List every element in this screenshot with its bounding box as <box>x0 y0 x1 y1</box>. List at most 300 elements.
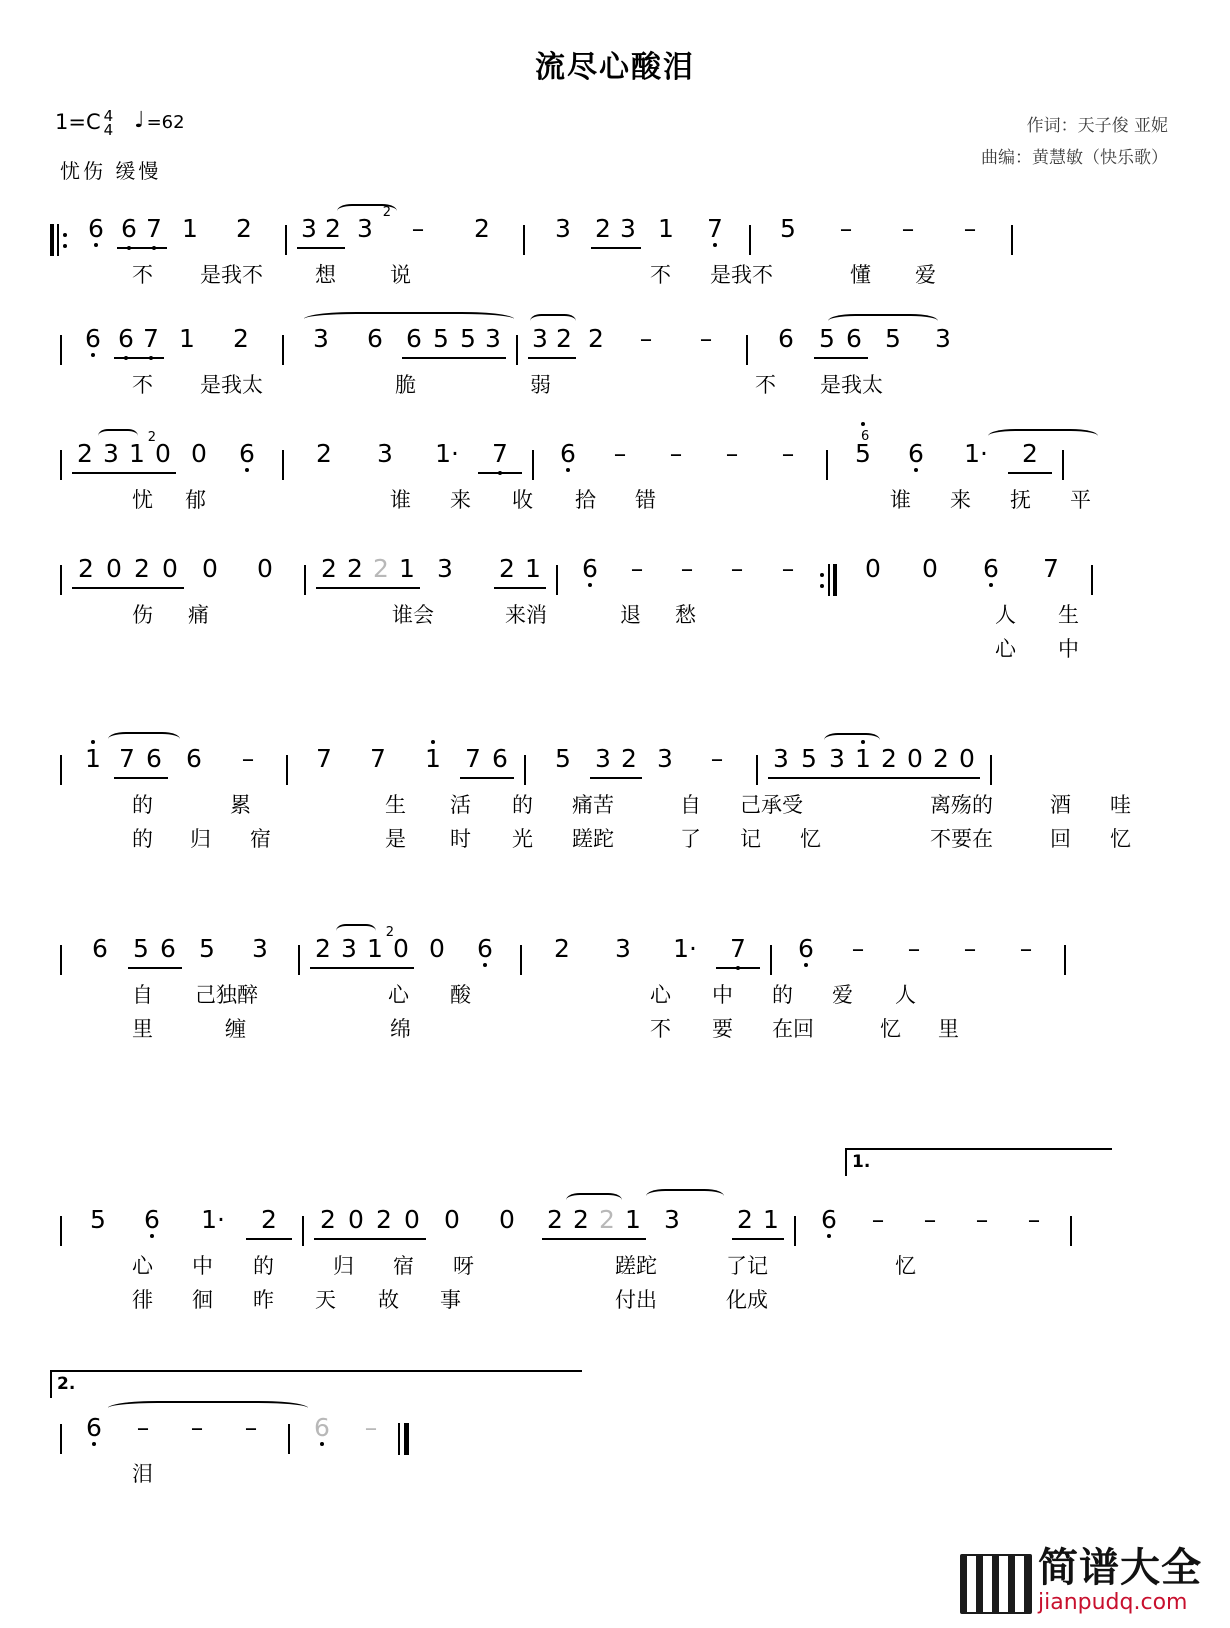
note: 6 <box>806 1205 852 1235</box>
barline <box>60 450 62 480</box>
note: 7 <box>316 744 332 773</box>
lyric-syllable: 记 <box>740 827 761 851</box>
note: 2 <box>316 439 332 468</box>
system-5-lyrics-line-2 <box>50 823 1180 857</box>
system-2-notes <box>50 325 1180 369</box>
lyric-syllable: 活 <box>450 793 471 817</box>
note: 3 <box>252 934 268 963</box>
lyric-syllable: 呀 <box>453 1254 474 1278</box>
note: 3 <box>657 744 673 773</box>
lyric-syllable: 是我不 <box>710 263 773 287</box>
lyric-syllable: 痛 <box>188 603 209 627</box>
volta-number: 2. <box>57 1374 76 1394</box>
note: 2 <box>72 439 98 474</box>
note: 1· <box>435 439 459 468</box>
system-8-lyrics-line-1 <box>50 1458 1180 1492</box>
barline <box>60 755 62 785</box>
system-1 <box>50 215 1180 293</box>
note: – <box>725 439 739 468</box>
lyric-syllable: 昨 <box>253 1288 274 1312</box>
lyric-syllable: 天 <box>315 1288 336 1312</box>
note: 2 <box>72 554 100 589</box>
barline <box>304 565 306 595</box>
system-1-lyrics-line-1 <box>50 259 1180 293</box>
lyric-syllable: 要 <box>712 1017 733 1041</box>
note: 0 <box>100 554 128 589</box>
system-4 <box>50 555 1180 667</box>
note: 1 <box>520 554 546 589</box>
tempo-value: =62 <box>146 111 185 133</box>
site-logo[interactable] <box>960 1545 1202 1615</box>
barline <box>1070 1216 1072 1246</box>
note: 3 <box>528 324 552 359</box>
note: 3 <box>664 1205 680 1234</box>
lyric-syllable: 故 <box>378 1288 399 1312</box>
note: 1· <box>964 439 988 468</box>
note: 6 <box>486 744 514 779</box>
note: – <box>923 1205 937 1234</box>
system-5-lyrics-line-1 <box>50 789 1180 823</box>
note: 3 <box>480 324 506 359</box>
system-7-lyrics-line-1 <box>50 1250 1180 1284</box>
logo-text <box>1038 1545 1202 1615</box>
lyric-syllable: 人 <box>895 983 916 1007</box>
note: 6 <box>117 214 141 249</box>
lyric-syllable: 了 <box>680 827 701 851</box>
time-signature <box>104 109 114 138</box>
note: 5 <box>814 324 840 359</box>
barline <box>770 945 772 975</box>
barline <box>749 225 751 255</box>
note: 3 <box>615 934 631 963</box>
system-4-notes <box>50 555 1180 599</box>
barline <box>302 1216 304 1246</box>
lyric-syllable: 谁 <box>390 488 411 512</box>
system-6-notes <box>50 935 1180 979</box>
barline <box>282 335 284 365</box>
note: 7 <box>716 934 760 969</box>
lyric-syllable: 人 <box>995 603 1016 627</box>
lyric-syllable: 酸 <box>450 983 471 1007</box>
lyric-syllable: 伤 <box>132 603 153 627</box>
note: – <box>630 554 644 583</box>
note: 2 <box>321 214 345 249</box>
note: 6 <box>460 934 510 964</box>
lyric-syllable: 痛苦 <box>572 793 614 817</box>
note: 0 <box>202 554 218 583</box>
lyric-syllable: 心 <box>388 983 409 1007</box>
note: 0 <box>954 744 980 779</box>
note: 2 <box>368 554 394 589</box>
lyric-syllable: 自 <box>680 793 701 817</box>
key-label: 1=C <box>55 110 101 135</box>
note: 6 <box>72 1413 116 1443</box>
note: 5 <box>426 324 456 359</box>
note: 2 <box>370 1205 398 1240</box>
note: 5 6 <box>838 439 888 469</box>
note: – <box>244 1413 258 1442</box>
barline <box>746 335 748 365</box>
note: 7 <box>114 744 140 779</box>
note: 0 <box>257 554 273 583</box>
lyric-syllable: 忆 <box>1110 827 1131 851</box>
note: 3 <box>98 439 124 474</box>
note: 6 <box>367 324 383 353</box>
system-2-lyrics-line-1 <box>50 369 1180 403</box>
final-barline <box>398 1423 409 1455</box>
lyric-syllable: 的 <box>132 793 153 817</box>
note: 2 <box>594 1205 620 1240</box>
lyric-syllable: 徘 <box>132 1288 153 1312</box>
system-2 <box>50 325 1180 403</box>
lyric-syllable: 懂 <box>850 263 871 287</box>
note: – <box>1019 934 1033 963</box>
page-title: 流尽心酸泪 <box>535 50 695 85</box>
lyric-syllable: 忆 <box>800 827 821 851</box>
lyric-syllable: 蹉跎 <box>572 827 614 851</box>
note: 2 <box>310 934 336 969</box>
tie <box>646 1189 724 1203</box>
note: 2 <box>246 1205 292 1240</box>
key-and-tempo <box>55 107 185 140</box>
note: 6 <box>778 324 794 353</box>
barline <box>756 755 758 785</box>
note: 2 <box>588 324 604 353</box>
lyric-syllable: 归 <box>333 1254 354 1278</box>
note: 1 <box>394 554 420 589</box>
volta-bracket-1 <box>845 1148 1112 1176</box>
note: 6 <box>154 934 182 969</box>
barline <box>556 565 558 595</box>
note: – <box>411 214 425 243</box>
note: 2 <box>342 554 368 589</box>
system-6-lyrics-line-1 <box>50 979 1180 1013</box>
note: 3 <box>297 214 321 249</box>
note: – <box>839 214 853 243</box>
barline <box>520 945 522 975</box>
lyric-syllable: 拾 <box>575 488 596 512</box>
lyric-syllable: 归 <box>190 827 211 851</box>
lyric-syllable: 不 <box>132 263 153 287</box>
note: 0 <box>398 1205 426 1240</box>
note: – <box>190 1413 204 1442</box>
note: 1 <box>758 1205 784 1240</box>
note: 6 <box>961 554 1021 584</box>
system-7-notes <box>50 1206 1180 1250</box>
barline <box>524 755 526 785</box>
note: 6 <box>888 439 944 469</box>
lyric-syllable: 爱 <box>915 263 936 287</box>
lyric-syllable: 绵 <box>390 1017 411 1041</box>
system-8-notes <box>50 1414 1180 1458</box>
note: 2 <box>616 744 642 779</box>
barline <box>1062 450 1064 480</box>
note: 2 <box>316 554 342 589</box>
note: – <box>851 934 865 963</box>
lyric-syllable: 徊 <box>192 1288 213 1312</box>
lyric-syllable: 是我太 <box>200 373 263 397</box>
lyric-syllable: 弱 <box>530 373 551 397</box>
note: – <box>901 214 915 243</box>
lyric-syllable: 想 <box>315 263 336 287</box>
lyric-syllable: 的 <box>772 983 793 1007</box>
lyric-syllable: 来 <box>450 488 471 512</box>
note: 3 <box>935 324 951 353</box>
barline <box>60 1216 62 1246</box>
note: 6 <box>124 1205 180 1235</box>
lyric-syllable: 的 <box>132 827 153 851</box>
lyric-syllable: 愁 <box>675 603 696 627</box>
system-7-lyrics-line-2 <box>50 1284 1180 1318</box>
lyric-syllable: 蹉跎 <box>615 1254 657 1278</box>
note: – <box>639 324 653 353</box>
note: 2 <box>494 554 520 589</box>
note: 2 <box>554 934 570 963</box>
note: – <box>1027 1205 1041 1234</box>
note: 2 <box>591 214 615 249</box>
lyric-syllable: 平 <box>1070 488 1091 512</box>
note: – <box>680 554 694 583</box>
lyric-syllable: 酒 <box>1050 793 1071 817</box>
note: 2 <box>233 324 249 353</box>
lyric-syllable: 爱 <box>832 983 853 1007</box>
note: 0 <box>902 744 928 779</box>
lyric-syllable: 哇 <box>1110 793 1131 817</box>
lyric-syllable: 生 <box>385 793 406 817</box>
lyric-syllable: 心 <box>650 983 671 1007</box>
lyric-syllable: 脆 <box>395 373 416 397</box>
barline <box>532 450 534 480</box>
note: 6 <box>92 934 108 963</box>
note: 0 <box>499 1205 515 1234</box>
barline <box>282 450 284 480</box>
system-4-lyrics-line-1 <box>50 599 1180 633</box>
note: – <box>364 1413 378 1442</box>
system-6-lyrics-line-2 <box>50 1013 1180 1047</box>
lyric-syllable: 中 <box>192 1254 213 1278</box>
barline <box>286 755 288 785</box>
system-5 <box>50 745 1180 857</box>
note: 3 <box>615 214 641 249</box>
lyric-syllable: 离殇的 <box>930 793 993 817</box>
barline <box>1064 945 1066 975</box>
lyric-syllable: 中 <box>1058 637 1079 661</box>
barline <box>298 945 300 975</box>
lyric-syllable: 忆 <box>895 1254 916 1278</box>
note: 7 <box>460 744 486 779</box>
note: – <box>871 1205 885 1234</box>
note: 1· <box>201 1205 225 1234</box>
note: – <box>975 1205 989 1234</box>
note: 5 <box>199 934 215 963</box>
mood-marking: 忧伤 缓慢 <box>60 159 162 183</box>
note: 2 <box>732 1205 758 1240</box>
note: 2 <box>876 744 902 779</box>
lyric-syllable: 不要在 <box>930 827 993 851</box>
note: 1 2 <box>362 934 388 969</box>
lyric-syllable: 忆 <box>880 1017 901 1041</box>
barline <box>826 450 828 480</box>
note: 1 <box>72 744 114 774</box>
barline <box>1011 225 1013 255</box>
lyric-syllable: 累 <box>230 793 251 817</box>
note: 0 <box>388 934 414 969</box>
lyric-syllable: 中 <box>712 983 733 1007</box>
note: 1· <box>673 934 697 963</box>
note: 3 <box>555 214 571 243</box>
lyric-syllable: 抚 <box>1010 488 1031 512</box>
lyric-syllable: 里 <box>938 1017 959 1041</box>
lyric-syllable: 光 <box>512 827 533 851</box>
barline <box>285 225 287 255</box>
note: 3 2 <box>345 214 385 244</box>
note: 1 <box>406 744 460 774</box>
note: 3 <box>377 439 393 468</box>
piano-keys-icon <box>960 1554 1032 1614</box>
note: – <box>136 1413 150 1442</box>
barline <box>1091 565 1093 595</box>
system-4-lyrics-line-2 <box>50 633 1180 667</box>
note: 1 <box>658 214 674 243</box>
note: 5 <box>90 1205 106 1234</box>
note: 2 <box>552 324 576 359</box>
note: 5 <box>456 324 480 359</box>
note: – <box>241 744 255 773</box>
lyric-syllable: 生 <box>1058 603 1079 627</box>
note: 0 <box>191 439 207 468</box>
note: 2 <box>474 214 490 243</box>
note: – <box>963 214 977 243</box>
barline <box>60 565 62 595</box>
lyric-syllable: 在回 <box>772 1017 814 1041</box>
repeat-end-sign <box>820 564 837 596</box>
lyricist-credit: 作词：天子俊 亚妮 <box>1026 116 1168 136</box>
barline <box>523 225 525 255</box>
note: 0 <box>865 554 881 583</box>
note: 2 <box>542 1205 568 1240</box>
time-signature-numerator: 4 <box>103 107 114 125</box>
system-8 <box>50 1370 1180 1492</box>
barline <box>990 755 992 785</box>
note: 6 <box>402 324 426 359</box>
note: – <box>710 744 724 773</box>
lyric-syllable: 心 <box>132 1254 153 1278</box>
lyric-syllable: 谁会 <box>392 603 434 627</box>
note: 0 <box>444 1205 460 1234</box>
lyric-syllable: 退 <box>620 603 641 627</box>
note: 6 <box>186 744 202 773</box>
lyric-syllable: 不 <box>650 1017 671 1041</box>
lyric-syllable: 不 <box>650 263 671 287</box>
lyric-syllable: 郁 <box>185 488 206 512</box>
note: 3 <box>336 934 362 969</box>
system-1-notes <box>50 215 1180 259</box>
lyric-syllable: 忧 <box>132 488 153 512</box>
note: 3 <box>313 324 329 353</box>
tempo-marking <box>134 108 185 134</box>
quarter-note-icon: ♩ <box>134 108 145 134</box>
note: – <box>963 934 977 963</box>
note: – <box>699 324 713 353</box>
note: 7 <box>370 744 386 773</box>
note: – <box>669 439 683 468</box>
note: 6 <box>840 324 868 359</box>
note: 6 <box>75 214 117 244</box>
barline <box>60 1424 62 1454</box>
barline <box>288 1424 290 1454</box>
logo-url: jianpudq.com <box>1038 1590 1188 1615</box>
lyric-syllable: 泪 <box>132 1462 153 1486</box>
repeat-start-sign <box>50 224 67 256</box>
note: 3 <box>824 744 850 779</box>
lyric-syllable: 化成 <box>726 1288 768 1312</box>
lyric-syllable: 是我不 <box>200 263 263 287</box>
system-3-notes <box>50 440 1180 484</box>
note: – <box>730 554 744 583</box>
note: 1 <box>620 1205 646 1240</box>
note: 2 <box>128 554 156 589</box>
barline <box>60 945 62 975</box>
lyric-syllable: 错 <box>635 488 656 512</box>
note: 7 <box>691 214 739 244</box>
volta-number: 1. <box>852 1152 871 1172</box>
lyric-syllable: 里 <box>132 1017 153 1041</box>
lyric-syllable: 不 <box>755 373 776 397</box>
lyric-syllable: 收 <box>512 488 533 512</box>
lyric-syllable: 了记 <box>726 1254 768 1278</box>
system-3 <box>50 440 1180 518</box>
note: 6 <box>300 1413 344 1443</box>
note: 1 <box>179 324 195 353</box>
time-signature-denominator: 4 <box>103 121 114 140</box>
system-6 <box>50 935 1180 1047</box>
note: 0 <box>922 554 938 583</box>
note: 7 <box>478 439 522 474</box>
system-7 <box>50 1148 1180 1318</box>
note: 2 <box>236 214 252 243</box>
note: 5 <box>128 934 154 969</box>
note: 2 <box>568 1205 594 1240</box>
lyric-syllable: 宿 <box>250 827 271 851</box>
note: 6 <box>140 744 168 779</box>
note: 7 <box>141 214 167 249</box>
note: 5 <box>794 744 824 779</box>
note: – <box>781 554 795 583</box>
logo-name: 简谱大全 <box>1038 1545 1202 1591</box>
note: 7 <box>138 324 164 359</box>
lyric-syllable: 谁 <box>890 488 911 512</box>
lyric-syllable: 时 <box>450 827 471 851</box>
note: 5 <box>555 744 571 773</box>
note: 2 <box>314 1205 342 1240</box>
lyric-syllable: 说 <box>390 263 411 287</box>
note: 6 <box>72 324 114 354</box>
note: – <box>613 439 627 468</box>
lyric-syllable: 宿 <box>393 1254 414 1278</box>
note: 0 <box>342 1205 370 1240</box>
system-3-lyrics-line-1 <box>50 484 1180 518</box>
note: 3 <box>437 554 453 583</box>
lyric-syllable: 己承受 <box>740 793 803 817</box>
lyric-syllable: 自 <box>132 983 153 1007</box>
composer-credit: 曲编：黄慧敏（快乐歌） <box>981 148 1168 169</box>
note: 5 <box>780 214 796 243</box>
lyric-syllable: 是我太 <box>820 373 883 397</box>
volta-bracket-2 <box>50 1370 582 1398</box>
note: 7 <box>1043 554 1059 583</box>
lyric-syllable: 缠 <box>225 1017 246 1041</box>
note: 0 <box>150 439 176 474</box>
